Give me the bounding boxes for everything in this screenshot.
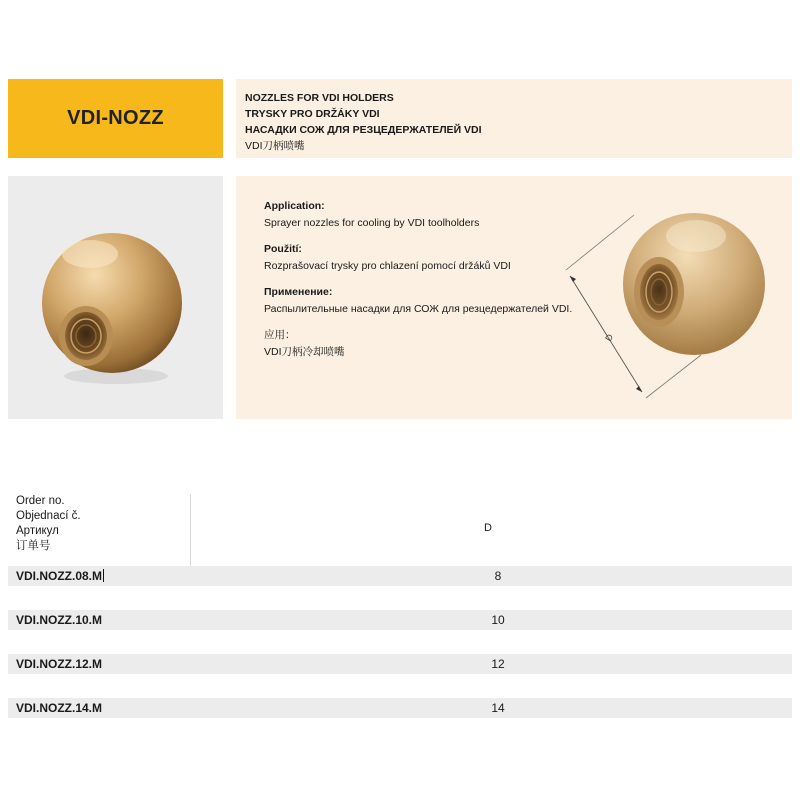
d-value: 14 xyxy=(491,701,505,715)
table-row xyxy=(8,654,792,674)
product-photo-panel xyxy=(8,176,223,419)
d-value: 12 xyxy=(491,657,505,671)
product-code-box xyxy=(8,79,223,158)
text-cursor xyxy=(103,569,104,582)
application-text-en: Sprayer nozzles for cooling by VDI toolholders xyxy=(264,217,480,229)
order-header-cn: 订单号 xyxy=(16,540,51,552)
product-code: VDI-NOZZ xyxy=(67,107,164,129)
application-heading-en: Application: xyxy=(264,200,325,212)
order-code: VDI.NOZZ.14.M xyxy=(16,701,103,715)
application-text-cz: Rozprašovací trysky pro chlazení pomocí držáků VDI xyxy=(264,260,511,272)
d-value: 8 xyxy=(494,569,502,583)
brass-nozzle-photo xyxy=(8,176,223,419)
application-heading-cz: Použití: xyxy=(264,243,302,255)
title-panel xyxy=(236,79,792,158)
title-ru: НАСАДКИ СОЖ ДЛЯ РЕЗЦЕДЕРЖАТЕЛЕЙ VDI xyxy=(245,124,482,136)
title-cz: TRYSKY PRO DRŽÁKY VDI xyxy=(245,108,380,120)
dimension-d-label: D xyxy=(603,332,616,344)
title-en: NOZZLES FOR VDI HOLDERS xyxy=(245,92,394,104)
order-code: VDI.NOZZ.12.M xyxy=(16,657,103,671)
d-value: 10 xyxy=(491,613,505,627)
order-header-cz: Objednací č. xyxy=(16,510,81,522)
application-panel xyxy=(236,176,792,419)
order-number-header xyxy=(16,494,81,554)
d-column-header: D xyxy=(484,522,492,534)
order-header-en: Order no. xyxy=(16,495,65,507)
application-text-ru: Распылительные насадки для СОЖ для резцедержателей VDI. xyxy=(264,303,573,315)
table-row xyxy=(8,610,792,630)
application-heading-cn: 应用： xyxy=(264,329,296,341)
table-row xyxy=(8,566,792,586)
title-cn: VDI刀柄喷嘴 xyxy=(245,140,305,152)
nozzle-drawing xyxy=(556,176,792,419)
table-row xyxy=(8,698,792,718)
order-header-ru: Артикул xyxy=(16,525,59,537)
order-code: VDI.NOZZ.10.M xyxy=(16,613,103,627)
application-heading-ru: Применение: xyxy=(264,286,333,298)
application-text-cn: VDI刀柄冷却喷嘴 xyxy=(264,346,345,358)
order-code: VDI.NOZZ.08.M xyxy=(16,569,103,583)
